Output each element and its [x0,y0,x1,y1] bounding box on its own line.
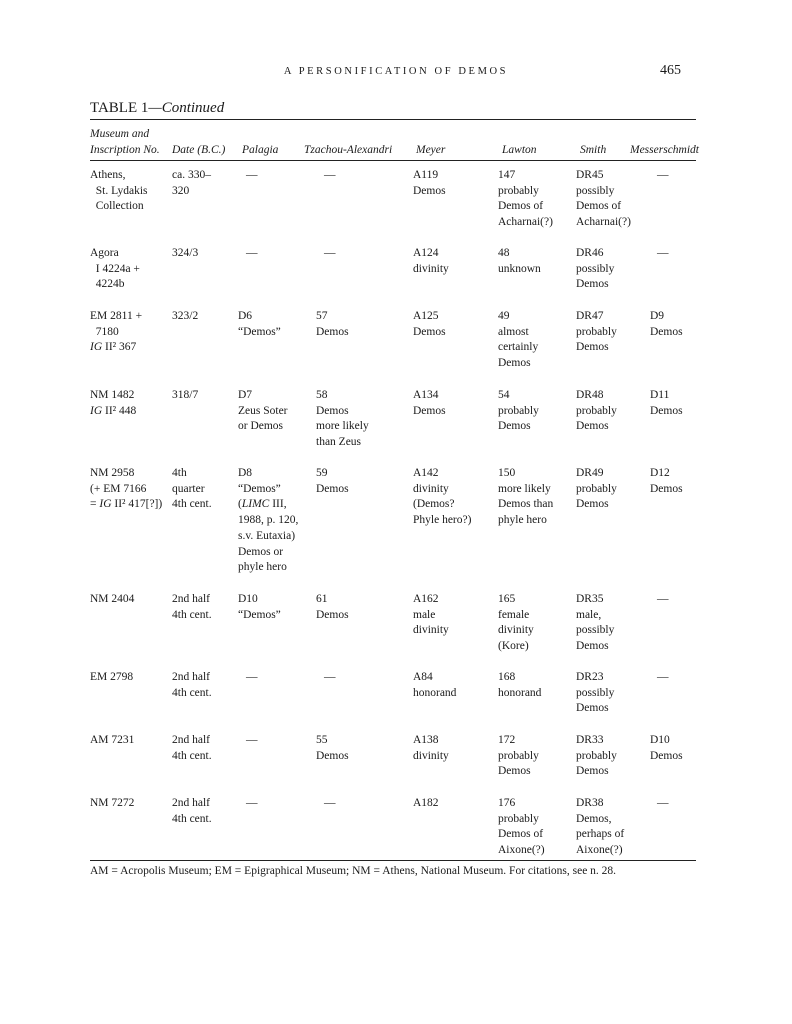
cell-meyer: A138 [413,734,439,746]
cell-lawton: 150 [498,467,516,479]
cell-tzachou: Demos [316,608,349,621]
cell-messerschmidt: Demos [650,404,683,417]
cell-palagia: D10 [238,593,258,605]
cell-lawton: Aixone(?) [498,844,545,857]
cell-museum: I 4224a + [90,262,140,275]
cell-meyer: divinity [413,262,449,275]
cell-lawton: phyle hero [498,514,547,527]
cell-meyer: divinity [413,482,449,495]
cell-smith: possibly [576,184,615,197]
cell-lawton: divinity [498,624,534,637]
cell-lawton: 165 [498,593,516,605]
cell-lawton: probably [498,749,539,762]
cell-palagia: “Demos” [238,608,281,621]
cell-smith: DR48 [576,389,604,401]
cell-meyer: Demos [413,404,446,417]
cell-smith: probably [576,325,617,338]
cell-date: quarter [172,482,205,495]
cell-date: 4th cent. [172,686,212,699]
cell-tzachou: Demos [316,404,349,417]
cell-meyer: A124 [413,247,439,259]
header-smith: Smith [580,144,607,156]
header-museum-line2: Inscription No. [90,144,160,156]
cell-tzachou: Demos [316,482,349,495]
cell-lawton: 147 [498,169,516,181]
cell-messerschmidt: — [657,169,669,181]
cell-smith: probably [576,404,617,417]
cell-museum: NM 1482 [90,389,135,401]
cell-lawton: honorand [498,686,542,699]
cell-tzachou: more likely [316,420,369,433]
cell-lawton: 172 [498,734,516,746]
cell-lawton: female [498,608,530,621]
cell-museum: NM 7272 [90,797,135,809]
cell-smith: possibly [576,686,615,699]
header-museum [90,126,160,158]
cell-museum: Athens, [90,169,126,181]
cell-messerschmidt: D10 [650,734,670,746]
cell-date: 4th cent. [172,812,212,825]
cell-museum: Agora [90,247,119,259]
header-rule [90,160,696,161]
cell-lawton: probably [498,812,539,825]
cell-smith: Demos of [576,200,622,213]
cell-smith: Demos [576,498,609,511]
cell-museum: NM 2958 [90,467,135,479]
cell-meyer: A125 [413,310,439,322]
table-title-continued: —Continued [148,100,225,116]
cell-museum: IG II² 367 [90,341,137,354]
cell-lawton: more likely [498,482,551,495]
cell-tzachou: 61 [316,593,328,605]
cell-museum: NM 2404 [90,593,135,605]
running-head: A PERSONIFICATION OF DEMOS [283,66,509,77]
cell-palagia: 1988, p. 120, [238,514,299,527]
cell-messerschmidt: D12 [650,467,670,479]
cell-tzachou: 58 [316,389,328,401]
table-title [90,100,224,117]
cell-smith: DR35 [576,593,604,605]
cell-smith: possibly [576,262,615,275]
cell-museum: AM 7231 [90,734,135,746]
cell-palagia: — [246,797,258,809]
cell-smith: DR47 [576,310,604,322]
cell-lawton: 48 [498,247,510,259]
cell-tzachou: 55 [316,734,328,746]
header-lawton: Lawton [502,144,537,156]
cell-palagia: (LIMC III, [238,498,287,511]
cell-date: 2nd half [172,734,211,746]
cell-lawton: Demos than [498,498,554,511]
cell-messerschmidt: Demos [650,325,683,338]
cell-lawton: Acharnai(?) [498,216,553,229]
cell-date: 320 [172,184,190,197]
cell-palagia: phyle hero [238,561,287,574]
cell-smith: Demos [576,640,609,653]
cell-meyer: A142 [413,467,439,479]
cell-messerschmidt: Demos [650,749,683,762]
cell-smith: Demos [576,278,609,291]
cell-lawton: Demos [498,420,531,433]
cell-meyer: Demos [413,325,446,338]
cell-meyer: divinity [413,624,449,637]
cell-meyer: A84 [413,671,433,683]
cell-lawton: probably [498,184,539,197]
cell-museum: = IG II² 417[?]) [90,498,163,511]
cell-museum: IG II² 448 [90,404,137,417]
cell-palagia: or Demos [238,420,284,433]
cell-palagia: — [246,169,258,181]
page-number: 465 [660,63,681,78]
cell-meyer: divinity [413,749,449,762]
cell-tzachou: — [324,169,336,181]
header-palagia: Palagia [242,144,279,156]
cell-meyer: male [413,608,436,621]
cell-meyer: Demos [413,184,446,197]
cell-palagia: — [246,734,258,746]
cell-tzachou: than Zeus [316,436,362,449]
cell-lawton: Demos [498,765,531,778]
cell-date: 4th cent. [172,498,212,511]
header-date [172,142,225,158]
cell-palagia: D8 [238,467,253,479]
cell-messerschmidt: Demos [650,482,683,495]
cell-messerschmidt: D9 [650,310,665,322]
cell-messerschmidt: — [657,593,669,605]
cell-smith: male, [576,608,602,621]
cell-palagia: D6 [238,310,253,322]
cell-messerschmidt: — [657,797,669,809]
cell-palagia: — [246,247,258,259]
header-museum-line1: Museum and [90,128,150,140]
cell-palagia: “Demos” [238,325,281,338]
cell-tzachou: Demos [316,325,349,338]
cell-smith: probably [576,482,617,495]
cell-smith: Demos, [576,812,612,825]
cell-meyer: A182 [413,797,439,809]
cell-lawton: almost [498,325,529,338]
footnote: AM = Acropolis Museum; EM = Epigraphical Museum; NM = Athens, National Museum. For citations, see n. 28. [90,865,617,877]
cell-meyer: A162 [413,593,439,605]
cell-smith: DR46 [576,247,604,259]
header-date-label: Date [172,144,195,156]
cell-tzachou: — [324,247,336,259]
cell-lawton: 168 [498,671,516,683]
cell-date: 4th cent. [172,749,212,762]
cell-smith: DR23 [576,671,604,683]
cell-smith: DR38 [576,797,604,809]
header-meyer: Meyer [416,144,446,156]
cell-tzachou: — [324,797,336,809]
header-tzachou: Tzachou-Alexandri [304,144,393,156]
cell-tzachou: — [324,671,336,683]
cell-smith: probably [576,749,617,762]
cell-lawton: (Kore) [498,640,529,653]
header-date-unit: (B.C.) [197,144,226,156]
cell-lawton: Demos of [498,200,544,213]
cell-lawton: 54 [498,389,510,401]
cell-museum: 4224b [90,278,125,291]
cell-museum: (+ EM 7166 [90,482,147,495]
cell-messerschmidt: — [657,671,669,683]
cell-smith: Demos [576,341,609,354]
bottom-rule [90,860,696,861]
cell-messerschmidt: D11 [650,389,670,401]
cell-museum: St. Lydakis [90,184,148,197]
cell-smith: DR45 [576,169,604,181]
cell-date: 2nd half [172,671,211,683]
top-rule [90,119,696,120]
cell-lawton: certainly [498,341,539,354]
cell-meyer: honorand [413,686,457,699]
cell-messerschmidt: — [657,247,669,259]
cell-smith: DR33 [576,734,604,746]
cell-smith: possibly [576,624,615,637]
cell-tzachou: Demos [316,749,349,762]
cell-smith: Demos [576,765,609,778]
cell-museum: 7180 [90,325,119,338]
cell-meyer: A134 [413,389,439,401]
cell-date: 2nd half [172,797,211,809]
cell-smith: Demos [576,420,609,433]
cell-museum: EM 2798 [90,671,134,683]
header-messerschmidt: Messerschmidt [630,144,699,156]
cell-date: 4th cent. [172,608,212,621]
cell-lawton: Demos of [498,828,544,841]
cell-smith: Aixone(?) [576,844,623,857]
cell-lawton: probably [498,404,539,417]
cell-meyer: (Demos? [413,498,455,511]
cell-meyer: Phyle hero?) [413,514,472,527]
cell-smith: DR49 [576,467,604,479]
cell-palagia: s.v. Eutaxia) [238,529,296,542]
cell-date: 4th [172,467,187,479]
cell-date: ca. 330– [172,169,211,181]
cell-lawton: 49 [498,310,510,322]
cell-lawton: 176 [498,797,516,809]
cell-tzachou: 59 [316,467,328,479]
cell-date: 2nd half [172,593,211,605]
table-title-label: TABLE 1 [90,100,149,116]
cell-palagia: “Demos” [238,482,281,495]
cell-lawton: Demos [498,357,531,370]
cell-museum: Collection [90,200,144,213]
cell-palagia: Demos or [238,545,284,558]
cell-lawton: unknown [498,262,541,275]
cell-palagia: D7 [238,389,253,401]
cell-museum: EM 2811 + [90,310,143,322]
cell-tzachou: 57 [316,310,328,322]
cell-date: 324/3 [172,247,199,259]
cell-smith: perhaps of [576,828,625,841]
cell-smith: Acharnai(?) [576,216,631,229]
cell-palagia: — [246,671,258,683]
cell-meyer: A119 [413,169,439,181]
cell-date: 323/2 [172,310,199,322]
cell-palagia: Zeus Soter [238,404,288,417]
cell-date: 318/7 [172,389,199,401]
cell-smith: Demos [576,702,609,715]
